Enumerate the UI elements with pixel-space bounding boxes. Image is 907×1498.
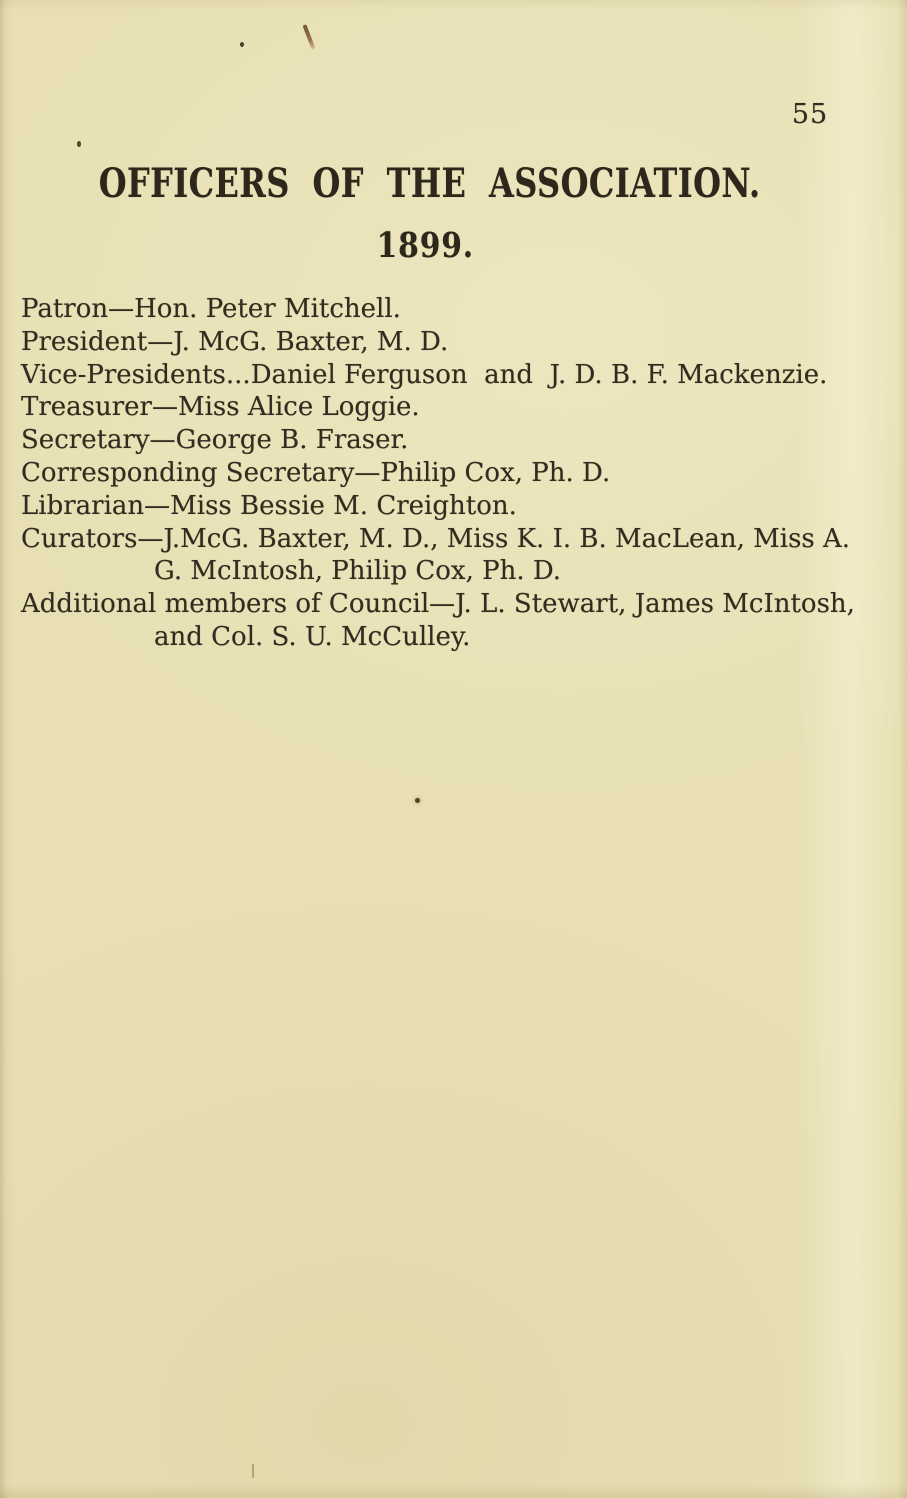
- page-heading: [0, 160, 860, 207]
- text-line: Curators—J.McG. Baxter, M. D., Miss K. I. B. MacLean, Miss A.: [21, 523, 851, 554]
- text-line: Vice-Presidents...Daniel Ferguson and J. D. B. F. Mackenzie.: [21, 359, 828, 390]
- paper-speck: [415, 798, 420, 803]
- paper-speck: [240, 42, 244, 47]
- text-line: and Col. S. U. McCulley.: [154, 621, 471, 652]
- text-line: Patron—Hon. Peter Mitchell.: [21, 294, 401, 324]
- paper-speck: [252, 1464, 254, 1478]
- paper-scratch-mark: [302, 24, 315, 50]
- text-line: Secretary—George B. Fraser.: [21, 425, 409, 456]
- officers-list: [21, 293, 866, 654]
- text-line: Treasurer—Miss Alice Loggie.: [21, 392, 420, 423]
- year-heading-wrap: [0, 225, 850, 266]
- year-heading: 1899.: [376, 225, 474, 266]
- paper-speck: [77, 141, 81, 147]
- text-line: President—J. McG. Baxter, M. D.: [21, 326, 449, 357]
- text-line: G. McIntosh, Philip Cox, Ph. D.: [154, 556, 562, 587]
- page-title: OFFICERS OF THE ASSOCIATION.: [99, 160, 761, 207]
- text-line: Additional members of Council—J. L. Stewart, James McIntosh,: [21, 589, 855, 620]
- page-number: 55: [791, 99, 829, 130]
- text-line: Corresponding Secretary—Philip Cox, Ph. D.: [21, 457, 611, 488]
- text-line: Librarian—Miss Bessie M. Creighton.: [21, 490, 517, 521]
